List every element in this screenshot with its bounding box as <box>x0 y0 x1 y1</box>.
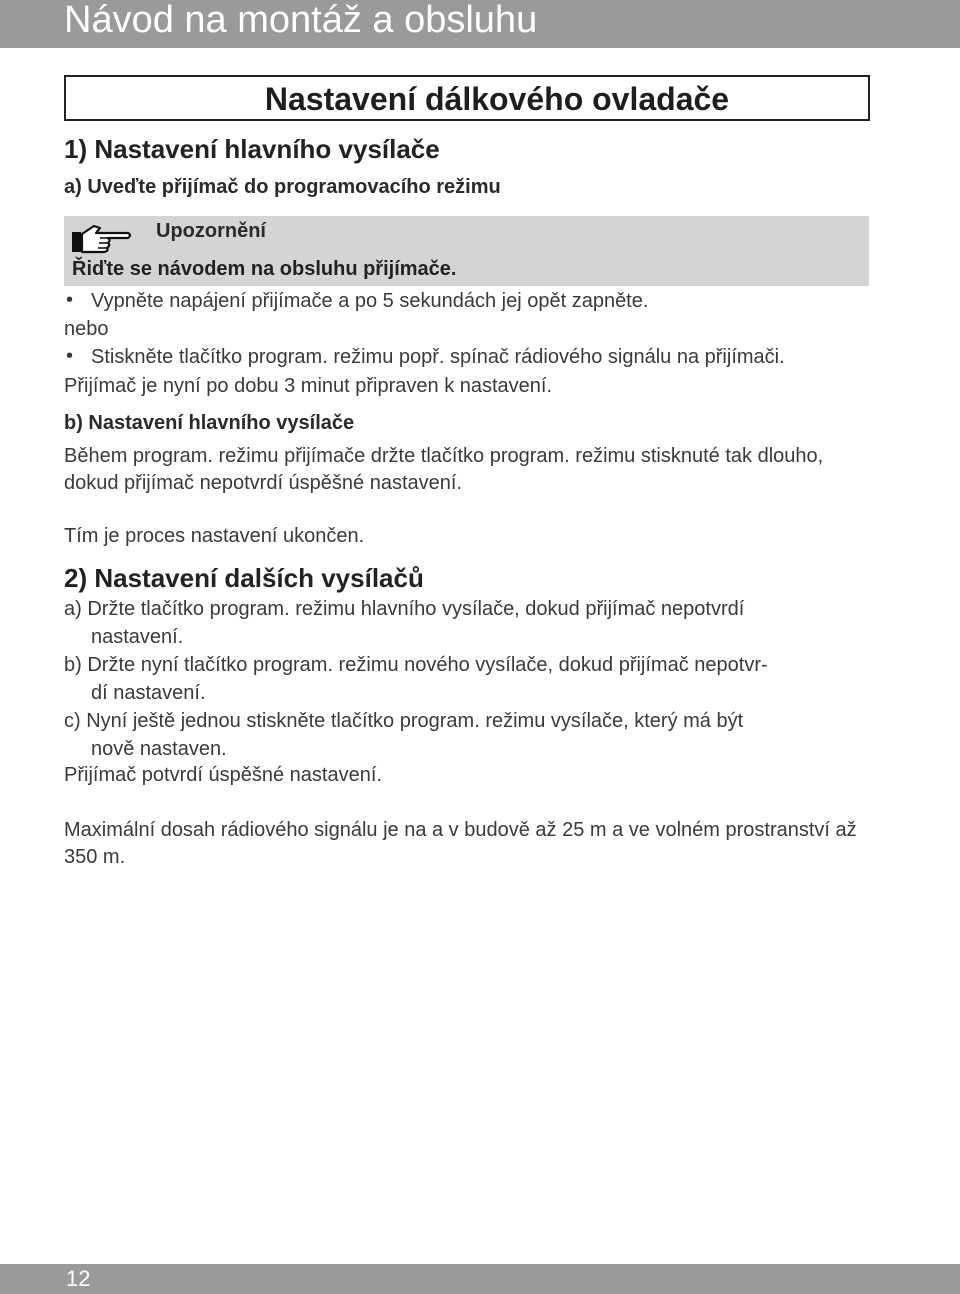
list-item-text: Držte tlačítko program. režimu hlavního vysílače, dokud přijímač nepotvrdí <box>87 598 745 620</box>
section-title: Nastavení dálkového ovladače <box>264 81 730 117</box>
page-number: 12 <box>66 1266 91 1291</box>
list-item-text: Nyní ještě jednou stiskněte tlačítko program. režimu vysílače, který má být <box>86 710 744 732</box>
or-text: nebo <box>64 318 109 340</box>
header-bar <box>0 0 960 48</box>
bullet-marker: • <box>66 345 74 367</box>
list-item <box>64 651 870 707</box>
document-title: Návod na montáž a obsluhu <box>64 0 538 41</box>
done-text: Tím je proces nastavení ukončen. <box>64 525 365 547</box>
bullet-power-cycle: Vypněte napájení přijímače a po 5 sekundách jej opět zapněte. <box>91 290 649 312</box>
bullet-marker: • <box>66 289 74 311</box>
confirm-text: Přijímač potvrdí úspěšné nastavení. <box>64 764 382 786</box>
note-label: Upozornění <box>156 220 266 242</box>
range-paragraph: Maximální dosah rádiového signálu je na a v budově až 25 m a ve volném prostranství až 350 m. <box>64 819 857 868</box>
bullet-program-button: Stiskněte tlačítko program. režimu popř. spínač rádiového signálu na přijímači. <box>91 346 785 368</box>
list-item <box>64 595 870 651</box>
list-item-prefix: a) <box>64 598 82 620</box>
list-item-text-continued: nově nastaven. <box>91 738 227 760</box>
list-item-text-continued: dí nastavení. <box>91 682 206 704</box>
part2-heading: 2) Nastavení dalších vysílačů <box>64 563 424 593</box>
pointing-hand-icon <box>70 220 134 254</box>
note-text: Řiďte se návodem na obsluhu přijímače. <box>72 258 457 280</box>
note-box <box>64 216 869 286</box>
during-paragraph: Během program. režimu přijímače držte tlačítko program. režimu stisknuté tak dlouho, dokud přijímač nepotvrdí úspěšné nastavení. <box>64 445 824 494</box>
ready-text: Přijímač je nyní po dobu 3 minut připraven k nastavení. <box>64 375 553 397</box>
footer-bar <box>0 1264 960 1294</box>
list-item-prefix: b) <box>64 654 82 676</box>
part1-sub-a: a) Uveďte přijímač do programovacího režimu <box>64 176 501 198</box>
list-item <box>64 707 870 763</box>
list-item-text: Držte nyní tlačítko program. režimu nového vysílače, dokud přijímač nepotvr- <box>87 654 768 676</box>
part1-sub-b: b) Nastavení hlavního vysílače <box>64 412 355 434</box>
section-title-box <box>64 75 870 121</box>
list-item-prefix: c) <box>64 710 81 732</box>
list-item-text-continued: nastavení. <box>91 626 184 648</box>
part1-heading: 1) Nastavení hlavního vysílače <box>64 134 440 164</box>
